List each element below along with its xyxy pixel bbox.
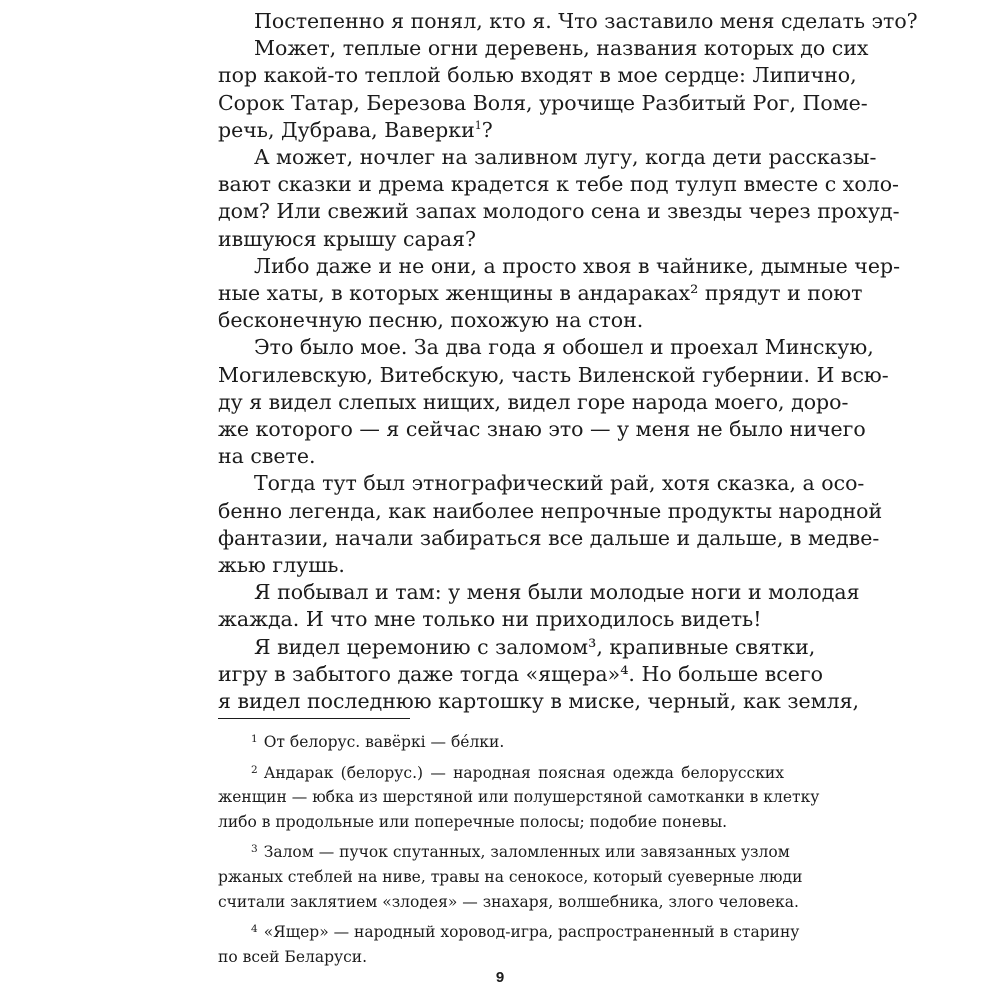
main-text (218, 8, 918, 715)
text-line: Сорок Татар, Березова Воля, урочище Разбитый Рог, Поме- (218, 90, 868, 115)
footnote-line (218, 840, 790, 865)
text-line: вают сказки и дрема крадется к тебе под тулуп вместе с холо- (218, 172, 899, 197)
footnote-line (218, 920, 800, 945)
text-line: жажда. И что мне только ни приходилось видеть! (218, 607, 762, 632)
text-line: фантазии, начали забираться все дальше и дальше, в медве- (218, 525, 880, 550)
paragraph (218, 253, 901, 335)
text-line: жью глушь. (218, 553, 345, 578)
text-line: Либо даже и не они, а просто хвоя в чайнике, дымные чер- (254, 253, 901, 278)
text-line: дом? Или свежий запах молодого сена и звезды через прохуд- (218, 199, 900, 224)
footnote (218, 840, 803, 914)
paragraph (218, 579, 860, 633)
footnote-text: Андарак (белорус.) — народная поясная одежда белорусских (263, 763, 784, 782)
text-line: Это было мое. За два года я обошел и проехал Минскую, (254, 335, 874, 360)
text-line: же которого — я сейчас знаю это — у меня не было ничего (218, 417, 866, 442)
text-fragment: ? (481, 117, 493, 142)
text-line: пор какой-то теплой болью входят в мое сердце: Липично, (218, 63, 857, 88)
text-line (218, 117, 784, 144)
footnote-text: Залом — пучок спутанных, заломленных или завязанных узлом (263, 843, 790, 862)
paragraph (218, 334, 889, 470)
footnote-mark: 4 (251, 923, 258, 936)
footnote-mark: 3 (251, 843, 258, 856)
page-number: 9 (495, 969, 505, 986)
footnote-line (218, 730, 784, 755)
footnote-line: считали заклятием «злодея» — знахаря, волшебника, злого человека. (218, 892, 799, 911)
text-line: А может, ночлег на заливном лугу, когда дети рассказы- (254, 145, 877, 170)
footnote-mark: 2 (251, 763, 258, 776)
footnote-line: женщин — юбка из шерстяной или полушерстяной самотканки в клетку (218, 788, 820, 807)
text-line: бенно легенда, как наиболее непрочные продукты народной (218, 498, 883, 523)
footnote (218, 730, 784, 755)
paragraph (218, 35, 869, 144)
footnote (218, 920, 800, 969)
text-line: Может, теплые огни деревень, названия которых до сих (254, 36, 869, 61)
footnote-line: ржаных стеблей на ниве, травы на сенокосе, который суеверные люди (218, 867, 803, 886)
footnote-line: по всей Беларуси. (218, 947, 368, 966)
text-line: Я побывал и там: у меня были молодые ноги и молодая (254, 580, 860, 605)
text-line: Постепенно я понял, кто я. Что заставило меня сделать это? (254, 9, 918, 33)
footnote-text: «Ящер» — народный хоровод-игра, распространенный в старину (263, 923, 800, 942)
text-line: Тогда тут был этнографический рай, хотя сказка, а осо- (254, 471, 865, 496)
footnote-ref: 1 (474, 118, 482, 132)
text-line: на свете. (218, 444, 316, 469)
paragraph (218, 470, 883, 579)
text-line: Могилевскую, Витебскую, часть Виленской губернии. И всю- (218, 362, 889, 387)
text-line: Я видел церемонию с заломом³, крапивные святки, (254, 634, 816, 659)
text-fragment: речь, Дубрава, Ваверки (218, 117, 475, 142)
footnote-mark: 1 (251, 733, 258, 745)
paragraph (218, 634, 860, 716)
text-line: бесконечную песню, похожую на стон. (218, 308, 644, 333)
text-line: я видел последнюю картошку в миске, черный, как земля, (218, 689, 860, 714)
text-line: ду я видел слепых нищих, видел горе народа моего, доро- (218, 389, 849, 414)
text-line: ившуюся крышу сарая? (218, 226, 476, 251)
text-line: игру в забытого даже тогда «ящера»⁴. Но больше всего (218, 661, 823, 686)
footnote-line (218, 761, 784, 786)
footnote-text: От белорус. вавёркі — бéлки. (263, 733, 505, 751)
footnote-divider (218, 718, 410, 719)
text-line: ные хаты, в которых женщины в андараках² прядут и поют (218, 281, 863, 306)
footnotes (218, 730, 820, 975)
paragraph (218, 8, 918, 35)
footnote-line: либо в продольные или поперечные полосы; подобие поневы. (218, 812, 728, 831)
footnote (218, 761, 820, 835)
paragraph (218, 144, 900, 253)
